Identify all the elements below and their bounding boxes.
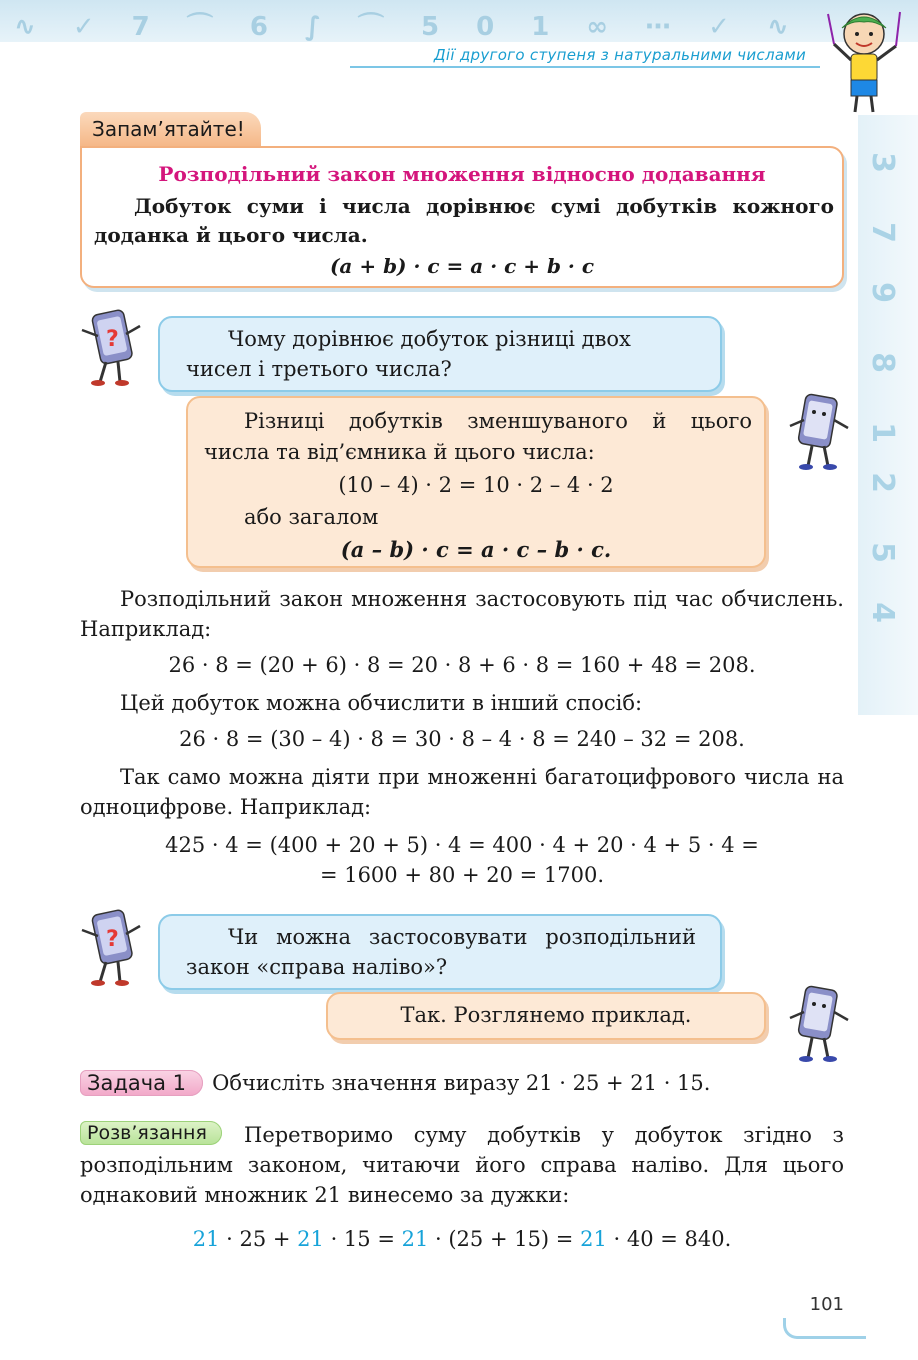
top-decorative-band [0, 0, 918, 42]
answer-text-1: Різниці добутків зменшуваного й цього числа та від’ємника й цього числа: [204, 409, 752, 464]
page-number: 101 [809, 1294, 844, 1315]
header-divider [350, 66, 820, 68]
question-text-2: Чи можна застосовувати розподільний закон «справа наліво»? [186, 925, 696, 979]
boy-mascot-icon [824, 4, 904, 116]
equation-1: 26 · 8 = (20 + 6) · 8 = 20 · 8 + 6 · 8 = 160 + 48 = 208. [168, 653, 756, 677]
solution-text: Перетворимо суму добутків у добуток згідно з розподільним законом, читаючи його справа наліво. Для цього однаковий множник 21 винесемо за дужки: [80, 1123, 844, 1207]
answer-text-2: Так. Розглянемо приклад. [400, 1003, 692, 1027]
question-robot-icon [78, 906, 144, 986]
answer-example: (10 – 4) · 2 = 10 · 2 – 4 · 2 [338, 473, 614, 497]
side-decorative-strip: 3 7 9 8 1 2 5 4 [858, 115, 918, 715]
remember-label: Запам’ятайте! [80, 112, 261, 146]
answer-robot-icon [786, 982, 852, 1062]
page-corner-decoration [783, 1318, 866, 1339]
question-bubble-1 [158, 316, 722, 392]
math-doodles: ∿ ✓ 7 ⌒ 6 ∫ ⌒ 5 0 1 ∞ ⋯ ✓ ∿ [14, 12, 803, 42]
task-block [80, 1068, 850, 1098]
svg-text:?: ? [106, 327, 119, 352]
paragraph-2: Цей добуток можна обчислити в інший спосіб: [120, 691, 643, 715]
question-bubble-2 [158, 914, 722, 990]
answer-bubble-2 [326, 992, 766, 1040]
answer-general-label: або загалом [244, 505, 379, 529]
equation-3b: = 1600 + 80 + 20 = 1700. [319, 863, 605, 887]
solution-label: Розв’язання [80, 1121, 222, 1145]
equation-2: 26 · 8 = (30 – 4) · 8 = 30 · 8 – 4 · 8 = 240 – 32 = 208. [179, 727, 745, 751]
rule-formula: (a + b) · c = a · c + b · c [329, 254, 595, 278]
task-text: Обчисліть значення виразу 21 · 25 + 21 · 15. [212, 1071, 711, 1095]
chapter-title: Дії другого ступеня з натуральними числами [433, 46, 806, 64]
question-text-1: Чому дорівнює добуток різниці двох чисел і третього числа? [186, 327, 631, 381]
equation-3a: 425 · 4 = (400 + 20 + 5) · 4 = 400 · 4 + 20 · 4 + 5 · 4 = [165, 833, 759, 857]
rule-box [80, 146, 844, 288]
rule-title: Розподільний закон множення відносно додавання [158, 162, 766, 186]
paragraph-3: Так само можна діяти при множенні багатоцифрового числа на одноцифрове. Наприклад: [80, 765, 844, 819]
svg-text:?: ? [106, 927, 119, 952]
answer-robot-icon [786, 390, 852, 470]
task-label: Задача 1 [80, 1070, 203, 1096]
question-robot-icon [78, 306, 144, 386]
answer-formula: (a – b) · c = a · c – b · c. [340, 537, 612, 562]
paragraph-1: Розподільний закон множення застосовують під час обчислень. Наприклад: [80, 587, 844, 641]
solution-equation: 21 · 25 + 21 · 15 = 21 · (25 + 15) = 21 · 40 = 840. [192, 1227, 732, 1251]
rule-text: Добуток суми і числа дорівнює сумі добутків кожного доданка й цього числа. [94, 194, 834, 247]
answer-bubble-1 [186, 396, 766, 568]
